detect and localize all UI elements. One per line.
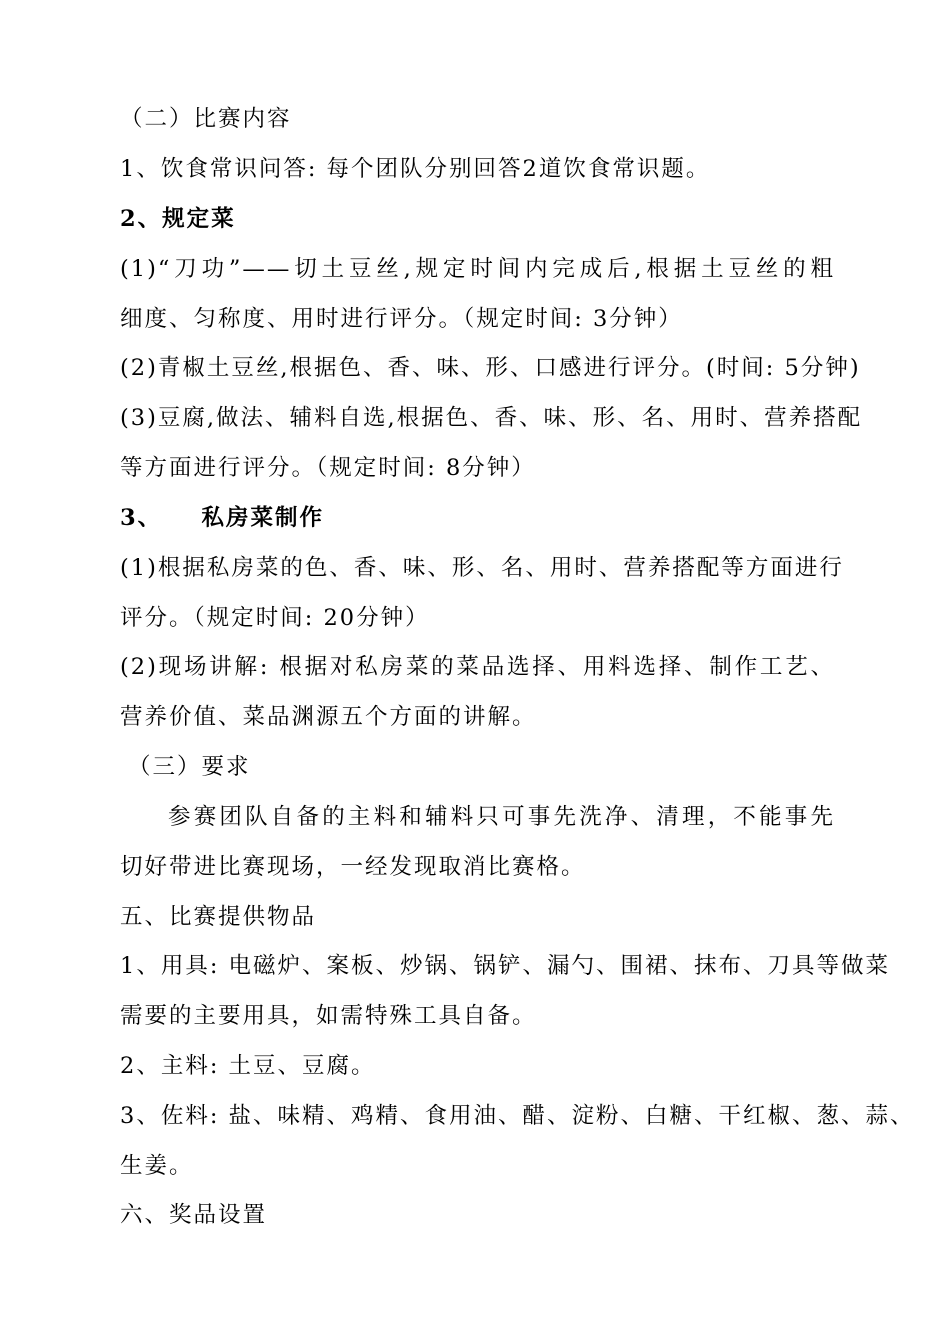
supplies-tools-line-2: 需要的主要用具，如需特殊工具自备。	[120, 1003, 537, 1029]
section-heading-supplies: 五、比赛提供物品	[120, 904, 317, 930]
supplies-seasonings-line-2: 生姜。	[120, 1153, 194, 1179]
private-dish-1-line-2: 评分。（规定时间: 20分钟）	[120, 605, 430, 631]
private-dish-1-line-1: (1)根据私房菜的色、香、味、形、名、用时、营养搭配等方面进行	[120, 555, 844, 581]
required-dish-2: (2)青椒土豆丝,根据色、香、味、形、口感进行评分。(时间: 5分钟)	[120, 355, 861, 381]
section-heading-competition-content: （二）比赛内容	[120, 106, 292, 132]
item-3-private-dish: 3、 私房菜制作	[120, 505, 324, 531]
section-heading-prizes: 六、奖品设置	[120, 1202, 268, 1228]
private-dish-2-line-2: 营养价值、菜品渊源五个方面的讲解。	[120, 704, 537, 730]
item-2-required-dishes: 2、规定菜	[120, 206, 236, 232]
required-dish-1-line-2: 细度、匀称度、用时进行评分。（规定时间: 3分钟）	[120, 306, 683, 332]
supplies-seasonings-line-1: 3、佐料: 盐、味精、鸡精、食用油、醋、淀粉、白糖、干红椒、葱、蒜、	[120, 1103, 915, 1129]
supplies-tools-line-1: 1、用具: 电磁炉、案板、炒锅、锅铲、漏勺、围裙、抹布、刀具等做菜	[120, 953, 891, 979]
requirements-paragraph-line-1: 参赛团队自备的主料和辅料只可事先洗净、清理，不能事先	[168, 804, 835, 830]
section-heading-requirements: （三）要求	[128, 754, 251, 780]
item-1-diet-knowledge: 1、饮食常识问答: 每个团队分别回答2道饮食常识题。	[120, 156, 711, 182]
supplies-main-ingredients: 2、主料: 土豆、豆腐。	[120, 1053, 376, 1079]
requirements-paragraph-line-2: 切好带进比赛现场，一经发现取消比赛格。	[120, 854, 586, 880]
required-dish-1-line-1: (1)“刀功”——切土豆丝,规定时间内完成后,根据土豆丝的粗	[120, 256, 835, 282]
private-dish-2-line-1: (2)现场讲解: 根据对私房菜的菜品选择、用料选择、制作工艺、	[120, 654, 835, 680]
required-dish-3-line-2: 等方面进行评分。（规定时间: 8分钟）	[120, 455, 536, 481]
required-dish-3-line-1: (3)豆腐,做法、辅料自选,根据色、香、味、形、名、用时、营养搭配	[120, 405, 863, 431]
